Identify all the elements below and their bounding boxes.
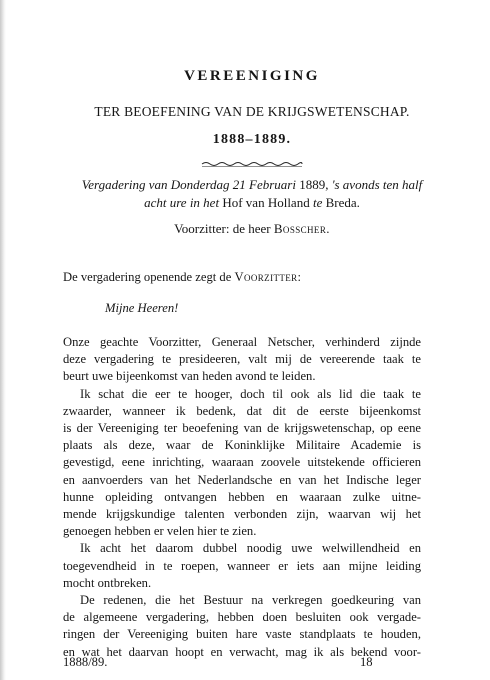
meeting-hour-text: acht ure in het <box>144 195 220 210</box>
body-line: deze vergadering te presideeren, valt mij de vereerende taak te <box>63 352 421 367</box>
page-number: 18 <box>360 655 373 669</box>
chairman-name: Bosscher. <box>273 221 330 236</box>
body-line: gevestigd, eene inrichting, waaraan zoovele uitstekende officieren <box>63 455 421 470</box>
chairman-prefix: Voorzitter: de heer <box>174 221 274 236</box>
page-subtitle: TER BEOEFENING VAN DE KRIJGSWETENSCHAP. <box>94 104 410 119</box>
meeting-info-line-2 <box>60 194 444 212</box>
body-line: plaats als deze, waar de Koninklijke Militaire Academie is <box>63 438 421 453</box>
page-binding-edge <box>0 0 6 680</box>
salutation: Mijne Heeren! <box>105 301 179 315</box>
page-title: VEREENIGING <box>184 68 320 84</box>
body-line: mende krijgskundige talenten verbonden zijn, waarvan wij het <box>63 507 421 521</box>
body-line: de algemeene vergadering, hebben doen besluiten ook vergade- <box>63 610 421 625</box>
body-line: en wat het daarvan hoopt en verwacht, mag ik als bekend voor- <box>63 644 421 659</box>
meeting-year: 1889, <box>295 177 332 192</box>
chairman-line <box>60 221 444 237</box>
body-line: is der Vereeniging ter beoefening van de krijgswetenschap, op eene <box>63 421 421 435</box>
body-line: mocht ontbreken. <box>63 575 152 590</box>
opening-line <box>63 268 421 286</box>
meeting-preposition: te <box>312 195 323 210</box>
body-line: Onze geachte Voorzitter, Generaal Netscher, verhinderd zijnde <box>63 335 421 349</box>
body-line: toegevendheid in te roepen, wanneer er iets aan mijne leiding <box>63 558 421 573</box>
body-line: genoegen hebben er velen hier te zien. <box>63 524 257 539</box>
session-years: 1888–1889. <box>212 132 292 147</box>
body-line: ringen der Vereeniging buiten hare vaste standplaats te houden, <box>63 627 421 642</box>
opening-prefix: De vergadering openende zegt de <box>63 270 235 284</box>
ornamental-rule <box>200 160 304 168</box>
body-line: Ik schat die eer te hooger, doch til ook als lid die taak te <box>80 386 421 401</box>
body-line: Ik acht het daarom dubbel noodig uwe welwillendheid en <box>80 541 421 556</box>
meeting-venue: Hof van Holland <box>219 195 313 210</box>
meeting-time-text: 's avonds ten half <box>331 177 423 192</box>
body-line: beurt uwe bijeenkomst van heden avond te leiden. <box>63 369 316 384</box>
meeting-city: Breda. <box>322 195 360 210</box>
body-line: hunne opleiding ontvangen hebben en waaraan zulke uitne- <box>63 489 421 504</box>
meeting-info-line-1 <box>60 176 444 194</box>
volume-signature: 1888/89. <box>63 655 108 669</box>
body-line: zwaarder, wanneer ik bedenk, dat dit de eerste bijeenkomst <box>63 403 421 418</box>
body-line: De redenen, die het Bestuur na verkregen goedkeuring van <box>80 593 421 607</box>
meeting-date-text: Vergadering van Donderdag 21 Februari <box>81 177 296 192</box>
body-line: en aanvoerders van het Nederlandsche en van het Indische leger <box>63 472 421 487</box>
opening-speaker: Voorzitter: <box>234 270 302 284</box>
